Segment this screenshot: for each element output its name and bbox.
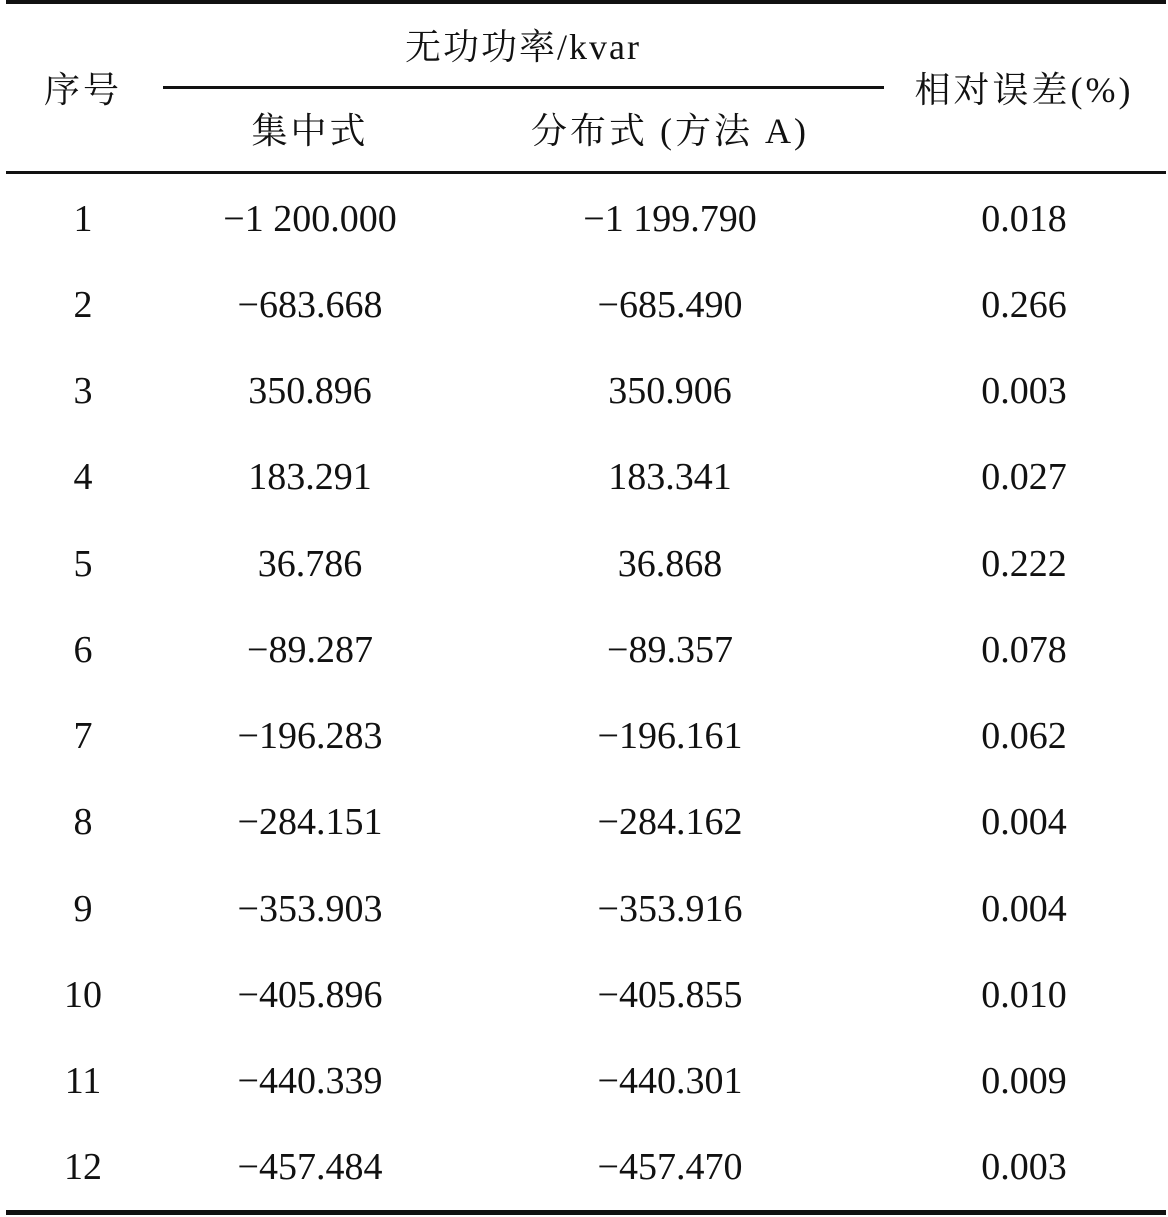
row-centralized-value: −196.283 — [237, 715, 383, 757]
row-distributed-value: 350.906 — [608, 370, 732, 412]
table-top-rule — [6, 0, 1166, 4]
row-centralized-value: −89.287 — [247, 629, 373, 671]
row-centralized-value: 36.786 — [257, 543, 363, 585]
row-relative-error: 0.004 — [981, 801, 1067, 843]
row-distributed-value: −1 199.790 — [583, 198, 757, 240]
row-serial-number: 2 — [73, 284, 93, 326]
row-centralized-value: −1 200.000 — [223, 198, 397, 240]
row-relative-error: 0.003 — [981, 370, 1067, 412]
row-serial-number: 4 — [73, 456, 93, 498]
row-distributed-value: −89.357 — [607, 629, 733, 671]
row-relative-error: 0.078 — [981, 629, 1067, 671]
header-serial-number: 序号 — [43, 70, 123, 110]
row-centralized-value: −457.484 — [237, 1146, 383, 1188]
row-relative-error: 0.010 — [981, 974, 1067, 1016]
row-centralized-value: 183.291 — [248, 456, 372, 498]
row-relative-error: 0.266 — [981, 284, 1067, 326]
row-centralized-value: 350.896 — [248, 370, 372, 412]
row-relative-error: 0.018 — [981, 198, 1067, 240]
row-serial-number: 12 — [64, 1146, 102, 1188]
row-distributed-value: −353.916 — [597, 888, 743, 930]
row-relative-error: 0.222 — [981, 543, 1067, 585]
row-relative-error: 0.004 — [981, 888, 1067, 930]
row-centralized-value: −284.151 — [237, 801, 383, 843]
header-centralized: 集中式 — [251, 111, 369, 151]
header-distributed: 分布式 (方法 A) — [531, 111, 809, 151]
row-serial-number: 8 — [73, 801, 93, 843]
row-relative-error: 0.003 — [981, 1146, 1067, 1188]
row-serial-number: 9 — [73, 888, 93, 930]
row-serial-number: 6 — [73, 629, 93, 671]
row-distributed-value: 183.341 — [608, 456, 732, 498]
row-distributed-value: −284.162 — [597, 801, 743, 843]
row-relative-error: 0.027 — [981, 456, 1067, 498]
row-serial-number: 5 — [73, 543, 93, 585]
header-reactive-power-group: 无功功率/kvar — [405, 27, 641, 67]
row-serial-number: 10 — [64, 974, 102, 1016]
row-serial-number: 1 — [73, 198, 93, 240]
row-distributed-value: −196.161 — [597, 715, 743, 757]
row-centralized-value: −405.896 — [237, 974, 383, 1016]
row-distributed-value: 36.868 — [617, 543, 723, 585]
row-serial-number: 11 — [64, 1060, 102, 1102]
row-distributed-value: −457.470 — [597, 1146, 743, 1188]
row-distributed-value: −440.301 — [597, 1060, 743, 1102]
row-serial-number: 7 — [73, 715, 93, 757]
table-bottom-rule — [6, 1210, 1166, 1215]
header-group-rule — [163, 86, 884, 89]
row-serial-number: 3 — [73, 370, 93, 412]
table-header-rule — [6, 171, 1166, 174]
row-relative-error: 0.062 — [981, 715, 1067, 757]
row-distributed-value: −405.855 — [597, 974, 743, 1016]
row-centralized-value: −353.903 — [237, 888, 383, 930]
row-distributed-value: −685.490 — [597, 284, 743, 326]
row-relative-error: 0.009 — [981, 1060, 1067, 1102]
row-centralized-value: −683.668 — [237, 284, 383, 326]
row-centralized-value: −440.339 — [237, 1060, 383, 1102]
header-relative-error: 相对误差(%) — [914, 70, 1134, 110]
